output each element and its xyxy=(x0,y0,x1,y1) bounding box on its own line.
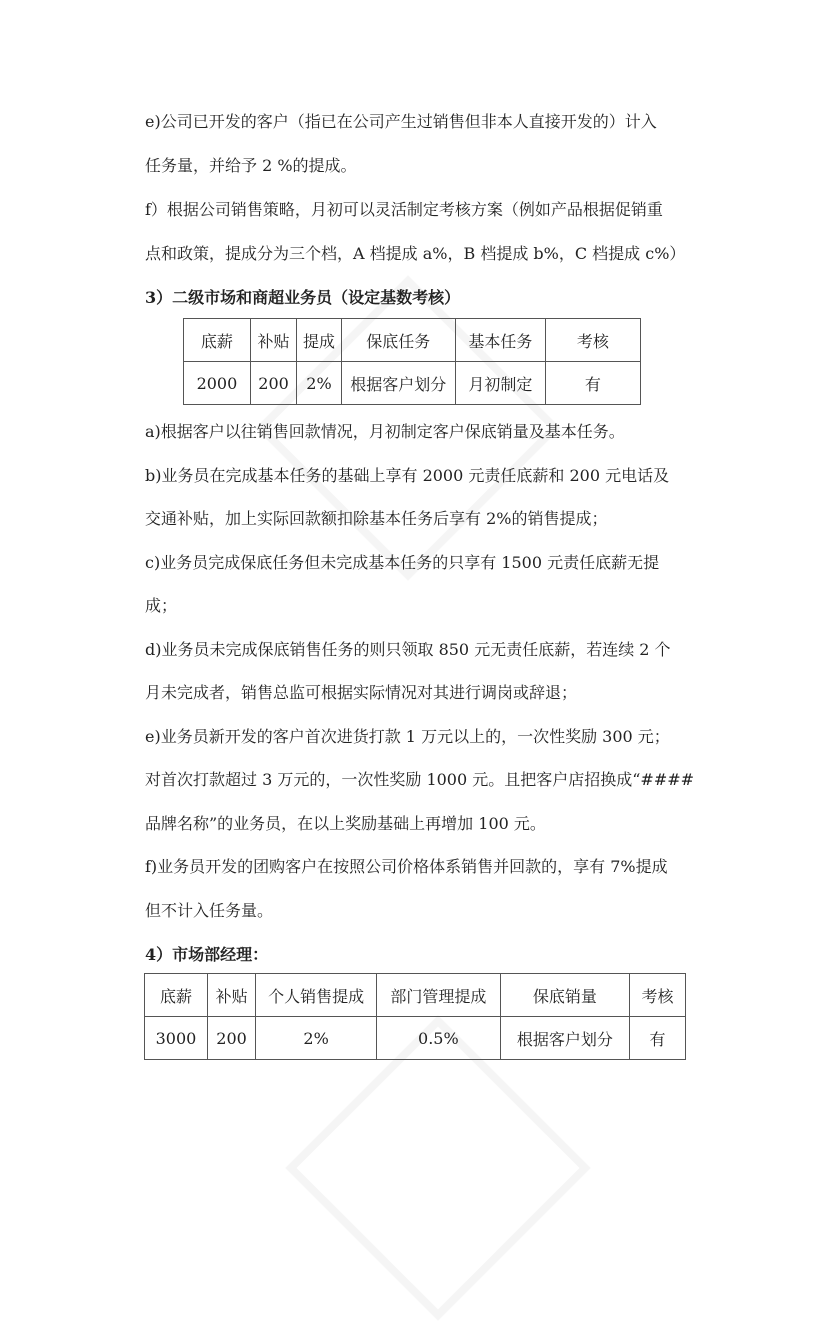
salary-table-sales xyxy=(183,318,641,405)
table-cell: 月初制定 xyxy=(455,362,545,405)
table-header-row xyxy=(184,319,641,362)
table-cell: 2% xyxy=(256,1017,377,1060)
table-header: 考核 xyxy=(630,974,686,1017)
table-header: 个人销售提成 xyxy=(256,974,377,1017)
table-cell: 200 xyxy=(207,1017,255,1060)
table-header: 保底任务 xyxy=(341,319,455,362)
paragraph-line: 品牌名称”的业务员，在以上奖励基础上再增加 100 元。 xyxy=(145,814,546,833)
table-cell: 2% xyxy=(297,362,341,405)
table-cell: 3000 xyxy=(145,1017,208,1060)
table-cell: 0.5% xyxy=(377,1017,501,1060)
watermark xyxy=(285,1015,590,1320)
table-cell: 根据客户划分 xyxy=(341,362,455,405)
table-header: 基本任务 xyxy=(455,319,545,362)
salary-table-manager xyxy=(144,973,686,1060)
table-cell: 根据客户划分 xyxy=(500,1017,629,1060)
table-header: 底薪 xyxy=(145,974,208,1017)
paragraph-line: a)根据客户以往销售回款情况，月初制定客户保底销量及基本任务。 xyxy=(145,422,625,441)
table-header: 补贴 xyxy=(250,319,296,362)
paragraph-line: 对首次打款超过 3 万元的，一次性奖励 1000 元。且把客户店招换成“#### xyxy=(145,770,695,789)
paragraph-line: c)业务员完成保底任务但未完成基本任务的只享有 1500 元责任底薪无提 xyxy=(145,553,660,572)
section-heading: 4）市场部经理： xyxy=(145,945,269,964)
table-header: 部门管理提成 xyxy=(377,974,501,1017)
paragraph-line: d)业务员未完成保底销售任务的则只领取 850 元无责任底薪，若连续 2 个 xyxy=(145,640,671,659)
table-header: 保底销量 xyxy=(500,974,629,1017)
section-heading: 3）二级市场和商超业务员（设定基数考核） xyxy=(145,288,461,307)
paragraph-line: 月未完成者，销售总监可根据实际情况对其进行调岗或辞退； xyxy=(145,683,578,702)
table-cell: 200 xyxy=(250,362,296,405)
table-header-row xyxy=(145,974,686,1017)
paragraph-line: e)业务员新开发的客户首次进货打款 1 万元以上的，一次性奖励 300 元； xyxy=(145,727,670,746)
table-cell: 2000 xyxy=(184,362,251,405)
paragraph-line: f）根据公司销售策略，月初可以灵活制定考核方案（例如产品根据促销重 xyxy=(145,200,663,219)
table-header: 考核 xyxy=(545,319,640,362)
table-cell: 有 xyxy=(630,1017,686,1060)
paragraph-line: 但不计入任务量。 xyxy=(145,901,274,920)
paragraph-line: 任务量，并给予 2 %的提成。 xyxy=(145,156,357,175)
table-row xyxy=(145,1017,686,1060)
paragraph-line: e)公司已开发的客户（指已在公司产生过销售但非本人直接开发的）计入 xyxy=(145,112,657,131)
paragraph-line: 成； xyxy=(145,596,178,615)
paragraph-line: 点和政策，提成分为三个档，A 档提成 a%，B 档提成 b%，C 档提成 c%） xyxy=(145,244,686,263)
table-cell: 有 xyxy=(545,362,640,405)
paragraph-line: f)业务员开发的团购客户在按照公司价格体系销售并回款的，享有 7%提成 xyxy=(145,857,668,876)
paragraph-line: 交通补贴，加上实际回款额扣除基本任务后享有 2%的销售提成； xyxy=(145,509,608,528)
table-row xyxy=(184,362,641,405)
table-header: 提成 xyxy=(297,319,341,362)
table-header: 底薪 xyxy=(184,319,251,362)
table-header: 补贴 xyxy=(207,974,255,1017)
paragraph-line: b)业务员在完成基本任务的基础上享有 2000 元责任底薪和 200 元电话及 xyxy=(145,466,670,485)
